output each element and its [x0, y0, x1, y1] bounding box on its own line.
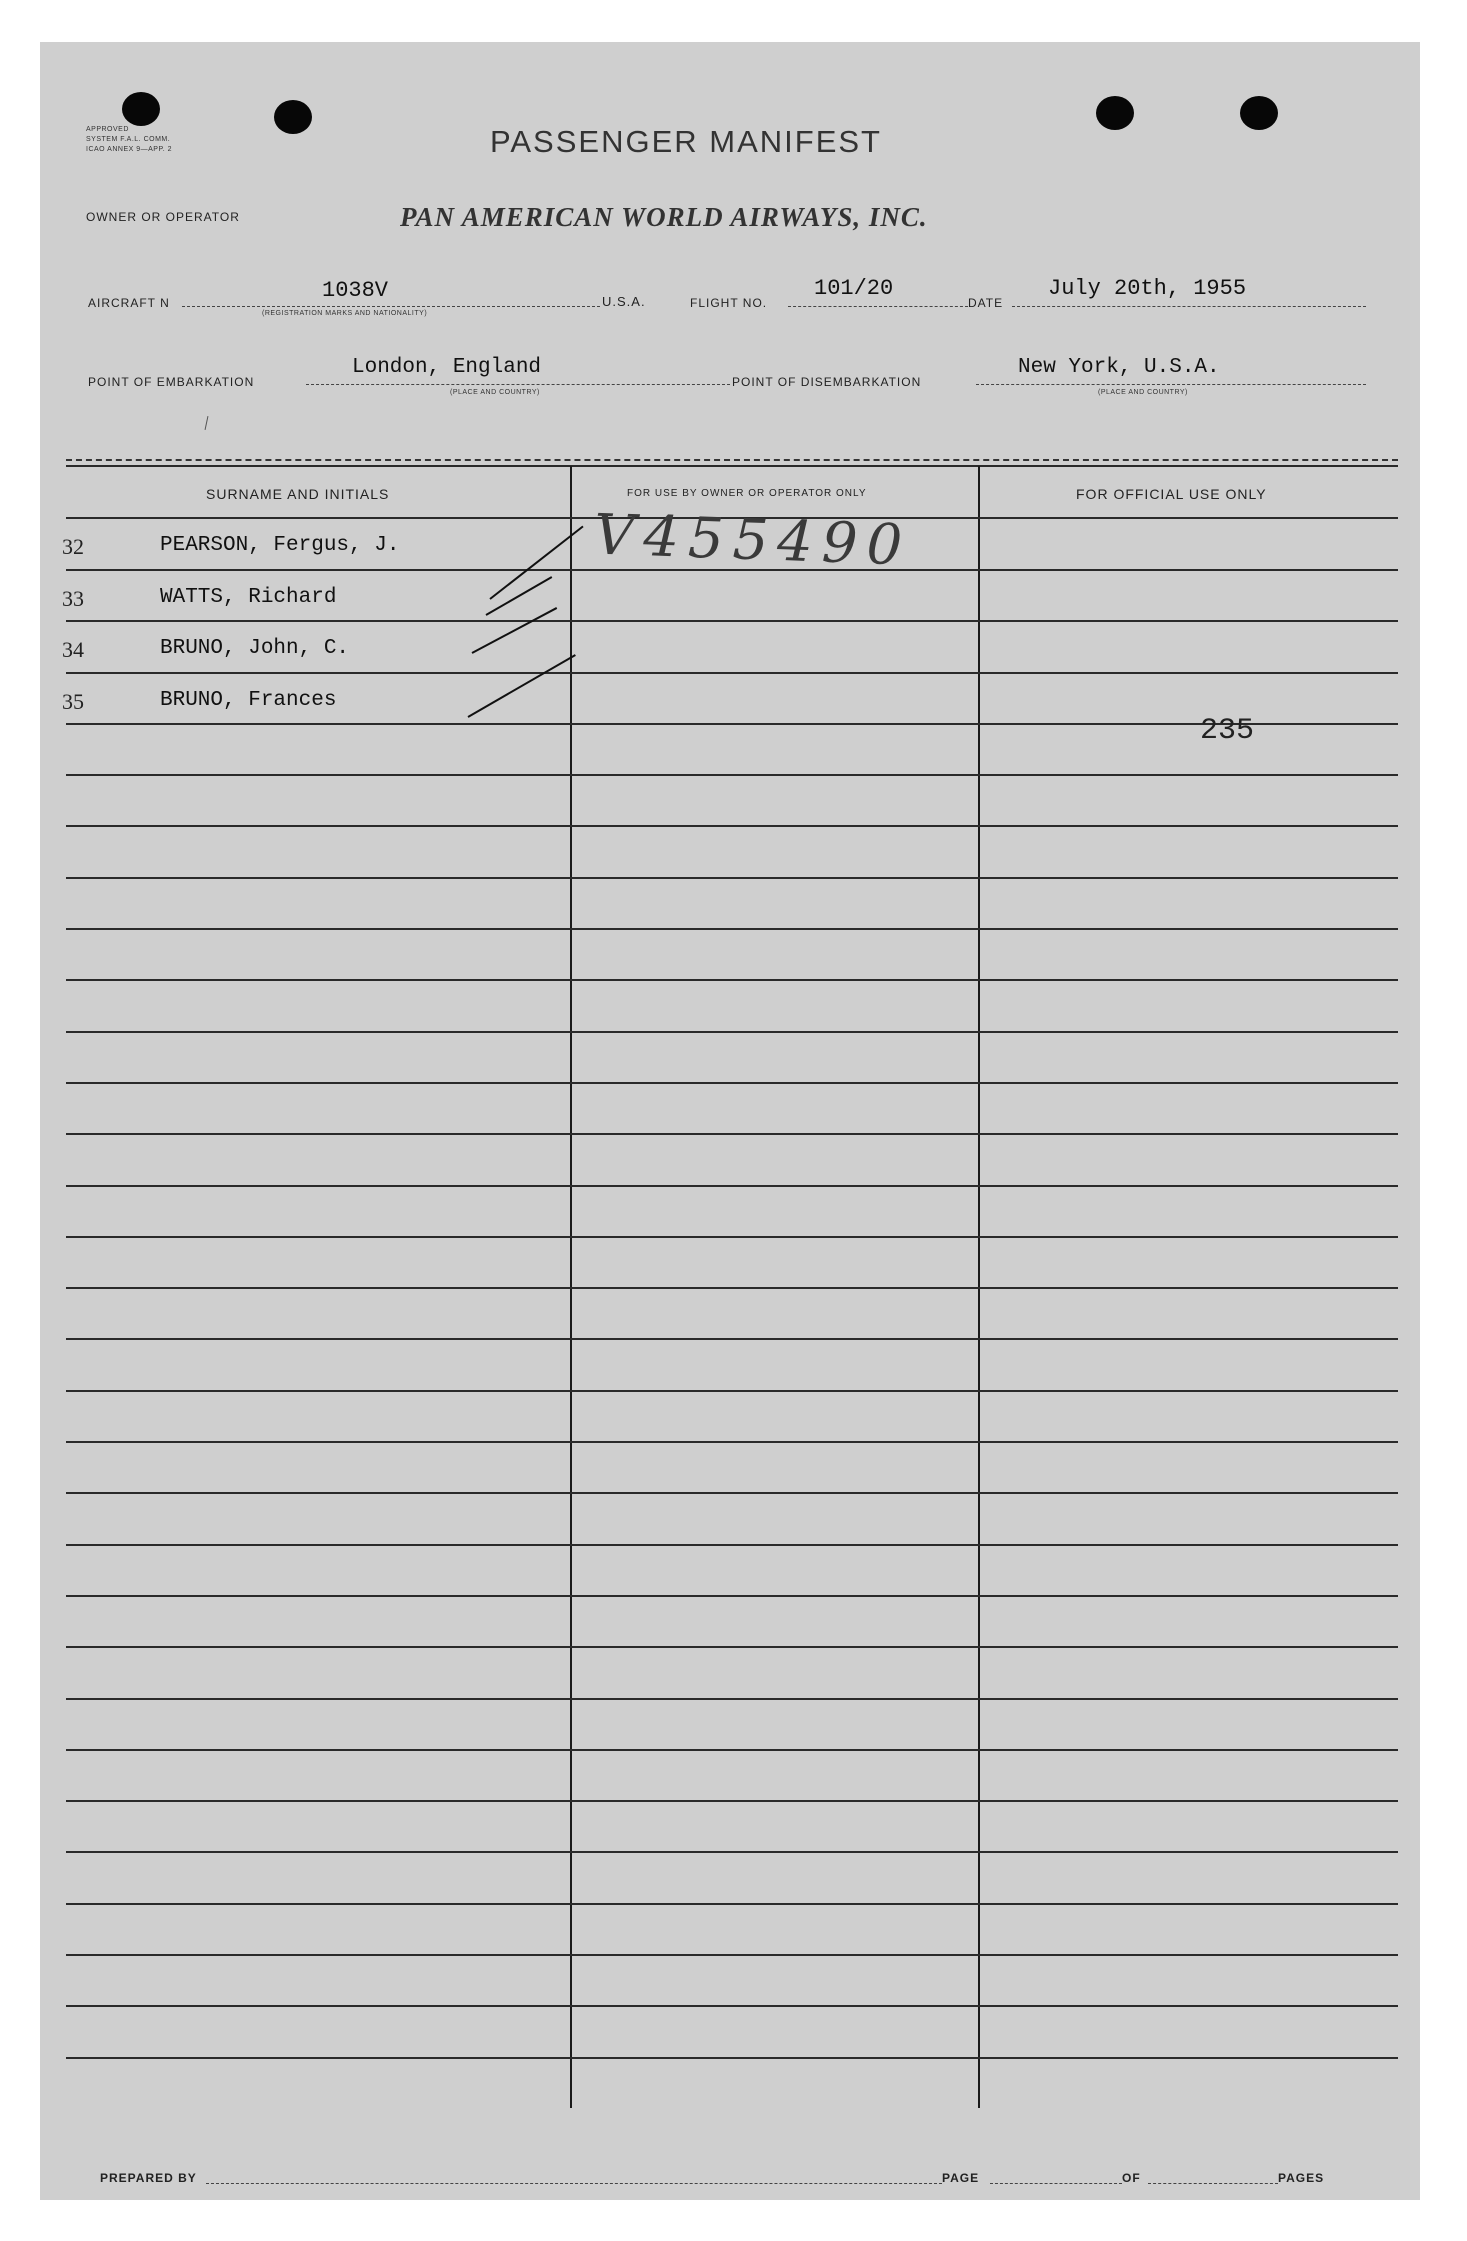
page-underline: [990, 2183, 1122, 2184]
column-header-name: SURNAME AND INITIALS: [206, 486, 390, 502]
ruled-line: [66, 620, 1398, 622]
flight-value: 101/20: [814, 276, 894, 301]
row-number: 35: [62, 689, 84, 714]
punch-hole: [1240, 96, 1278, 130]
disembark-value: New York, U.S.A.: [1018, 356, 1220, 379]
page-label: PAGE: [942, 2171, 980, 2185]
passenger-name: WATTS, Richard: [160, 586, 337, 609]
ruled-line: [66, 1492, 1398, 1494]
official-number: 235: [1200, 714, 1255, 748]
usa-label: U.S.A.: [602, 294, 646, 309]
punch-hole: [1096, 96, 1134, 130]
passenger-name: BRUNO, Frances: [160, 689, 337, 712]
ruled-line: [66, 1185, 1398, 1187]
disembark-label: POINT OF DISEMBARKATION: [732, 375, 922, 389]
ruled-line: [66, 723, 1398, 725]
of-underline: [1148, 2183, 1278, 2184]
ruled-line: [66, 1287, 1398, 1289]
ruled-line: [66, 1595, 1398, 1597]
flight-label: FLIGHT NO.: [690, 296, 768, 310]
passenger-name: PEARSON, Fergus, J.: [160, 534, 400, 557]
column-header-official: FOR OFFICIAL USE ONLY: [1076, 486, 1267, 502]
ruled-line: [66, 1800, 1398, 1802]
ruled-line: [66, 1133, 1398, 1135]
ruled-line: [66, 1749, 1398, 1751]
date-underline: [1012, 306, 1366, 307]
ruled-line: [66, 1954, 1398, 1956]
owner-label: OWNER OR OPERATOR: [86, 210, 240, 224]
owner-value: PAN AMERICAN WORLD AIRWAYS, INC.: [400, 202, 928, 232]
approval-line: ICAO ANNEX 9—APP. 2: [86, 146, 173, 153]
page-title: PASSENGER MANIFEST: [490, 124, 882, 159]
approval-line: SYSTEM F.A.L. COMM.: [86, 136, 171, 143]
aircraft-caption: (REGISTRATION MARKS AND NATIONALITY): [262, 310, 428, 317]
date-value: July 20th, 1955: [1048, 276, 1247, 301]
ruled-line: [66, 1338, 1398, 1340]
ruled-line: [66, 1903, 1398, 1905]
passenger-name: BRUNO, John, C.: [160, 637, 350, 660]
ruled-line: [66, 877, 1398, 879]
row-number: 33: [62, 586, 84, 611]
punch-hole: [274, 100, 312, 134]
embark-label: POINT OF EMBARKATION: [88, 375, 255, 389]
ruled-line: [66, 1851, 1398, 1853]
ruled-line: [66, 979, 1398, 981]
ruled-line: [66, 1082, 1398, 1084]
prepared-by-underline: [206, 2183, 942, 2184]
disembark-caption: (PLACE AND COUNTRY): [1098, 389, 1188, 396]
ruled-line: [66, 928, 1398, 930]
aircraft-underline: [182, 306, 600, 307]
ruled-line: [66, 1031, 1398, 1033]
of-label: OF: [1122, 2171, 1141, 2185]
row-number: 34: [62, 637, 84, 662]
ruled-line: [66, 1390, 1398, 1392]
flight-underline: [788, 306, 968, 307]
column-header-owner: FOR USE BY OWNER OR OPERATOR ONLY: [627, 488, 867, 499]
aircraft-value: 1038V: [322, 278, 389, 303]
ruled-line: [66, 774, 1398, 776]
table-top-rule: [66, 459, 1398, 461]
ruled-line: [66, 1236, 1398, 1238]
ruled-line: [66, 2057, 1398, 2059]
ruled-line: [66, 2005, 1398, 2007]
pages-label: PAGES: [1278, 2171, 1325, 2185]
approval-line: APPROVED: [86, 126, 129, 133]
ruled-line: [66, 1698, 1398, 1700]
ruled-line: [66, 1544, 1398, 1546]
row-number: 32: [62, 534, 84, 559]
ruled-line: [66, 1441, 1398, 1443]
date-label: DATE: [968, 296, 1004, 310]
ruled-line: [66, 672, 1398, 674]
ruled-line: [66, 825, 1398, 827]
punch-hole: [122, 92, 160, 126]
ruled-line: [66, 1646, 1398, 1648]
prepared-by-label: PREPARED BY: [100, 2171, 197, 2185]
aircraft-label: AIRCRAFT N: [88, 296, 170, 310]
embark-value: London, England: [352, 356, 542, 379]
disembark-underline: [976, 384, 1366, 385]
table-top-rule: [66, 465, 1398, 467]
embark-caption: (PLACE AND COUNTRY): [450, 389, 540, 396]
handwritten-note: V455490: [592, 502, 913, 579]
embark-underline: [306, 384, 730, 385]
